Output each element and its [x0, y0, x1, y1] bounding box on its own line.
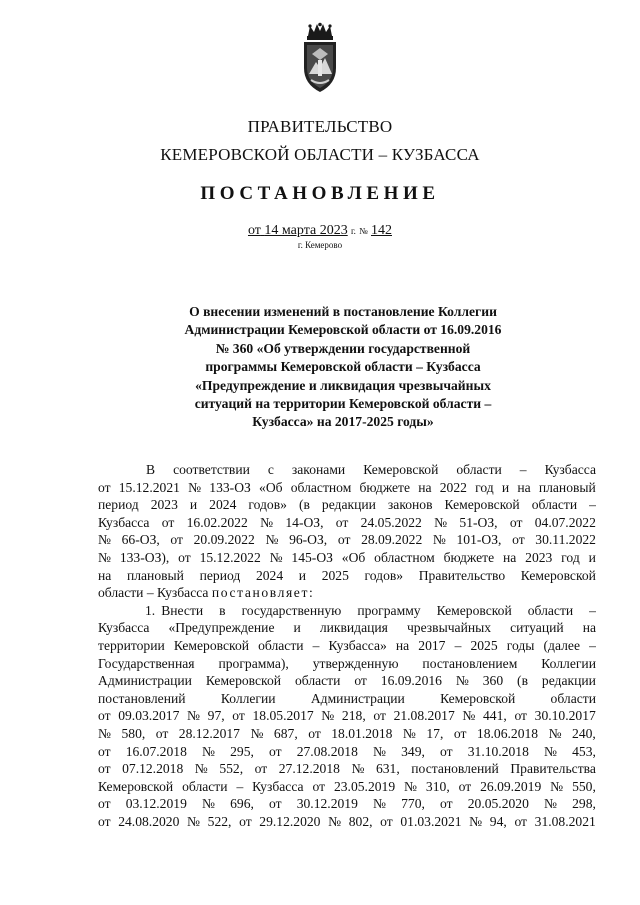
word: 441,: [483, 708, 507, 724]
word: №: [462, 708, 476, 724]
subject-line: Администрации Кемеровской области от 16.09.2016: [184, 322, 502, 338]
word: Государственная: [98, 655, 195, 671]
word: 240,: [572, 725, 596, 741]
word: от: [98, 479, 111, 495]
word: 2022: [439, 479, 467, 495]
word: –: [236, 778, 244, 794]
word: №: [455, 673, 469, 689]
word: 27.12.2018: [278, 761, 340, 777]
word: 97,: [207, 708, 225, 724]
word: Кузбасса: [544, 462, 596, 477]
word: 20.09.2022: [193, 532, 255, 548]
word: от: [269, 743, 282, 759]
word: 2025: [321, 567, 349, 583]
word: Коллегии: [220, 690, 276, 706]
body-line: [98, 637, 596, 655]
body-line: [98, 549, 596, 567]
word: Коллегии: [541, 655, 596, 671]
word: чрезвычайных: [406, 620, 492, 636]
word: 30.10.2017: [534, 708, 596, 724]
word: №: [550, 778, 564, 794]
word: от: [98, 743, 111, 759]
word: области: [527, 602, 574, 618]
word: №: [469, 813, 483, 829]
word: 15.12.2022: [199, 549, 261, 565]
word: от: [155, 725, 169, 741]
date-value: 14 марта 2023: [264, 223, 348, 238]
word: «Предупреждение: [168, 620, 275, 636]
word: от: [170, 532, 183, 548]
word: Внести: [161, 602, 204, 618]
word: 16.02.2022: [186, 514, 248, 530]
word: 26.09.2019: [480, 778, 542, 794]
word: от: [453, 725, 467, 741]
word: №: [404, 778, 418, 794]
word: №: [548, 725, 562, 741]
word: 101-ОЗ,: [456, 532, 502, 548]
body-line: [98, 496, 596, 514]
word: постановлением: [422, 655, 518, 671]
word: 31.08.2021: [534, 813, 596, 829]
document-body: [98, 461, 596, 830]
word: и: [501, 479, 510, 495]
word: 14-ОЗ,: [285, 514, 324, 530]
word: 552,: [219, 761, 244, 777]
word: Администрации: [310, 690, 405, 706]
word: и: [293, 620, 301, 636]
body-line: [98, 707, 596, 725]
body-line: [98, 813, 596, 831]
subject-line: Кузбасса» на 2017-2025 годы»: [252, 414, 434, 430]
word: от: [380, 813, 393, 829]
word: 802,: [348, 813, 373, 829]
word: области: [531, 497, 578, 513]
body-line: [98, 584, 596, 602]
word: Кузбасса: [98, 514, 150, 530]
word: №: [544, 796, 557, 812]
word: 28.09.2022: [361, 532, 423, 548]
resolve-word: постановляет:: [211, 585, 315, 601]
word: годы: [506, 637, 535, 653]
word: от: [509, 514, 523, 530]
body-line: [98, 479, 596, 497]
word: 631,: [375, 761, 400, 777]
word: бюджете: [443, 549, 495, 565]
government-name-line2: КЕМЕРОВСКОЙ ОБЛАСТИ – КУЗБАССА: [160, 145, 480, 164]
word: 522,: [207, 813, 232, 829]
body-line: [98, 725, 596, 743]
word: 66-ОЗ,: [121, 532, 160, 548]
word: 295,: [230, 743, 254, 759]
word: бюджете: [359, 479, 411, 495]
word: на: [582, 620, 596, 636]
word: от: [458, 778, 472, 794]
word: период: [199, 567, 241, 583]
word: на: [395, 637, 410, 653]
word: №: [265, 532, 279, 548]
word: и: [298, 567, 307, 583]
body-line: [98, 743, 596, 761]
body-line: [98, 655, 596, 673]
word: Правительство: [418, 567, 506, 583]
word: ситуаций: [510, 620, 564, 636]
word: от: [308, 725, 321, 741]
word: на: [98, 567, 112, 583]
word: с: [267, 462, 274, 477]
word: области: [550, 690, 596, 706]
word: от: [514, 708, 527, 724]
word: (в: [298, 497, 310, 513]
body-line: [98, 672, 596, 690]
word: 298,: [572, 796, 596, 812]
word: от: [254, 761, 268, 777]
word: годов»: [364, 567, 404, 583]
word: №: [188, 479, 202, 495]
word: №: [98, 725, 111, 741]
word: от: [312, 778, 326, 794]
word: №: [351, 761, 365, 777]
word: №: [201, 743, 215, 759]
word: 30.11.2022: [535, 532, 596, 548]
word: 07.12.2018: [122, 761, 184, 777]
word: 145-ОЗ: [291, 549, 333, 565]
word: №: [321, 708, 335, 724]
word: 21.08.2017: [393, 708, 455, 724]
word: от: [161, 514, 175, 530]
word: №: [98, 549, 111, 565]
word: 03.12.2019: [125, 796, 187, 812]
word: 17,: [426, 725, 444, 741]
word: от: [269, 796, 282, 812]
word: областном: [374, 549, 435, 565]
word: 580,: [121, 725, 146, 741]
word: редакции: [541, 673, 596, 689]
word: 453,: [572, 743, 596, 759]
word: области: [182, 778, 228, 794]
word: 27.08.2018: [296, 743, 358, 759]
word: 360: [482, 673, 504, 689]
word: 94,: [489, 813, 507, 829]
word: 01.03.2021: [400, 813, 462, 829]
word: №: [194, 761, 208, 777]
word: №: [432, 532, 446, 548]
word: 23.05.2019: [333, 778, 396, 794]
word: №: [187, 813, 200, 829]
government-name-line1: ПРАВИТЕЛЬСТВО: [247, 117, 393, 136]
word: плановый: [126, 567, 184, 583]
word: 24.05.2022: [360, 514, 422, 530]
word: 18.01.2018: [331, 725, 393, 741]
word: на: [418, 479, 432, 495]
word: Кемеровской: [436, 602, 512, 618]
word: №: [187, 708, 200, 724]
word: «Об: [341, 549, 366, 565]
word: 51-ОЗ,: [459, 514, 498, 530]
word: 04.07.2022: [534, 514, 596, 530]
word: Кемеровской: [444, 497, 520, 513]
word: 2023: [150, 497, 178, 513]
body-line: [98, 619, 596, 637]
body-line: [98, 602, 596, 620]
word: области: [456, 462, 502, 477]
body-line: [98, 795, 596, 813]
word: и: [588, 549, 596, 565]
document-date: [248, 223, 348, 238]
word: №: [328, 813, 342, 829]
word: 18.05.2017: [252, 708, 314, 724]
word: соответствии: [173, 462, 250, 477]
word: «Об: [259, 479, 283, 495]
word: от: [232, 708, 245, 724]
subject-line: О внесении изменений в постановление Коллегии: [189, 304, 497, 319]
word: редакции: [321, 497, 376, 513]
word: 310,: [425, 778, 450, 794]
word: 2024: [209, 497, 237, 513]
word: №: [250, 725, 264, 741]
word: законов: [387, 497, 433, 513]
word: от: [335, 514, 349, 530]
word: 770,: [401, 796, 425, 812]
word: Кемеровской: [363, 462, 439, 477]
word: –: [589, 637, 596, 653]
word: период: [98, 497, 139, 513]
word: от: [440, 743, 453, 759]
word: от: [373, 708, 386, 724]
word: области: [294, 673, 341, 689]
word: –: [312, 637, 320, 653]
word: –: [589, 602, 596, 618]
word: Кемеровской: [520, 567, 596, 583]
city-name: г. Кемерово: [297, 240, 343, 250]
subject-line: «Предупреждение и ликвидация чрезвычайных: [195, 377, 491, 393]
word: на: [502, 549, 517, 565]
word: от: [337, 532, 351, 548]
word: утвержденную: [312, 655, 399, 671]
word: годов»: [248, 497, 287, 513]
word: 15.12.2021: [118, 479, 180, 495]
body-text: области – Кузбасса: [98, 585, 209, 601]
body-line: [98, 531, 596, 549]
document-number: 142: [371, 223, 392, 238]
word: от: [512, 532, 525, 548]
word: 30.12.2019: [296, 796, 358, 812]
word: 696,: [230, 796, 254, 812]
word: (далее: [543, 637, 580, 653]
word: от: [514, 813, 527, 829]
word: от: [98, 761, 111, 777]
body-text-justified: [161, 602, 596, 620]
word: №: [269, 549, 283, 565]
word: от: [98, 708, 111, 724]
subject-line: ситуаций на территории Кемеровской области –: [194, 396, 492, 412]
word: –: [519, 462, 527, 477]
word: программу: [357, 602, 421, 618]
word: Кемеровской: [173, 637, 250, 653]
word: №: [373, 796, 386, 812]
coat-of-arms-icon: [298, 22, 342, 94]
word: 16.09.2016: [380, 673, 442, 689]
word: год: [475, 479, 494, 495]
word: 349,: [401, 743, 425, 759]
word: №: [544, 743, 557, 759]
word: Правительства: [510, 761, 596, 777]
word: Администрации: [98, 673, 192, 689]
word: 2023: [525, 549, 553, 565]
year-suffix: г.: [350, 226, 356, 236]
body-line: [98, 778, 596, 796]
word: ликвидация: [319, 620, 388, 636]
word: №: [98, 532, 111, 548]
document-subject: [165, 303, 521, 432]
word: от: [178, 549, 191, 565]
word: постановлений: [98, 690, 186, 706]
body-line: [98, 690, 596, 708]
number-sign: №: [359, 226, 368, 236]
word: 133-ОЗ: [209, 479, 251, 495]
body-line: [98, 514, 596, 532]
word: –: [589, 497, 596, 513]
word: 09.03.2017: [118, 708, 180, 724]
word: Кузбасса: [98, 620, 150, 636]
subject-line: программы Кемеровской области – Кузбасса: [205, 359, 481, 375]
word: на: [517, 479, 531, 495]
word: государственную: [241, 602, 342, 618]
word: 31.10.2018: [467, 743, 529, 759]
word: №: [402, 725, 416, 741]
word: 2024: [255, 567, 284, 583]
word: 20.05.2020: [467, 796, 529, 812]
word: 133-ОЗ),: [119, 549, 170, 565]
document-date-number: [0, 222, 640, 239]
date-prefix: от: [247, 223, 261, 238]
word: плановый: [538, 479, 596, 495]
word: 24.08.2020: [118, 813, 180, 829]
body-line: [98, 567, 596, 585]
word: и: [189, 497, 198, 513]
word: 687,: [273, 725, 298, 741]
subject-line: № 360 «Об утверждении государственной: [215, 340, 471, 356]
body-line: [98, 760, 596, 778]
word: области: [258, 637, 304, 653]
word: от: [239, 813, 252, 829]
word: год: [561, 549, 580, 565]
word: 218,: [341, 708, 366, 724]
word: от: [354, 673, 367, 689]
word: 2017: [418, 637, 446, 653]
document-type-title: ПОСТАНОВЛЕНИЕ: [200, 183, 440, 204]
item-number: 1.: [145, 602, 156, 618]
word: 550,: [572, 778, 596, 794]
word: 28.12.2017: [178, 725, 240, 741]
word: от: [440, 796, 453, 812]
word: Кемеровской: [205, 673, 282, 689]
word: от: [98, 796, 111, 812]
word: 96-ОЗ,: [289, 532, 328, 548]
word: законами: [291, 462, 346, 477]
word: областном: [290, 479, 352, 495]
word: В: [146, 462, 156, 477]
word: №: [201, 796, 215, 812]
word: №: [373, 743, 386, 759]
word: программа),: [218, 655, 289, 671]
word: №: [434, 514, 448, 530]
word: 29.12.2020: [259, 813, 321, 829]
word: –: [454, 637, 462, 653]
word: Кемеровской: [440, 690, 516, 706]
word: 16.07.2018: [125, 743, 187, 759]
word: 2025: [470, 637, 498, 653]
word: от: [98, 813, 111, 829]
word: постановлений: [411, 761, 499, 777]
word: территории: [98, 637, 165, 653]
word: №: [260, 514, 274, 530]
word: 18.06.2018: [476, 725, 539, 741]
word: Кузбасса: [252, 778, 304, 794]
word: Кемеровской: [98, 778, 174, 794]
word: Кузбасса»: [328, 637, 387, 653]
word: в: [219, 602, 226, 618]
body-line: [98, 461, 596, 479]
word: (в: [517, 673, 528, 689]
